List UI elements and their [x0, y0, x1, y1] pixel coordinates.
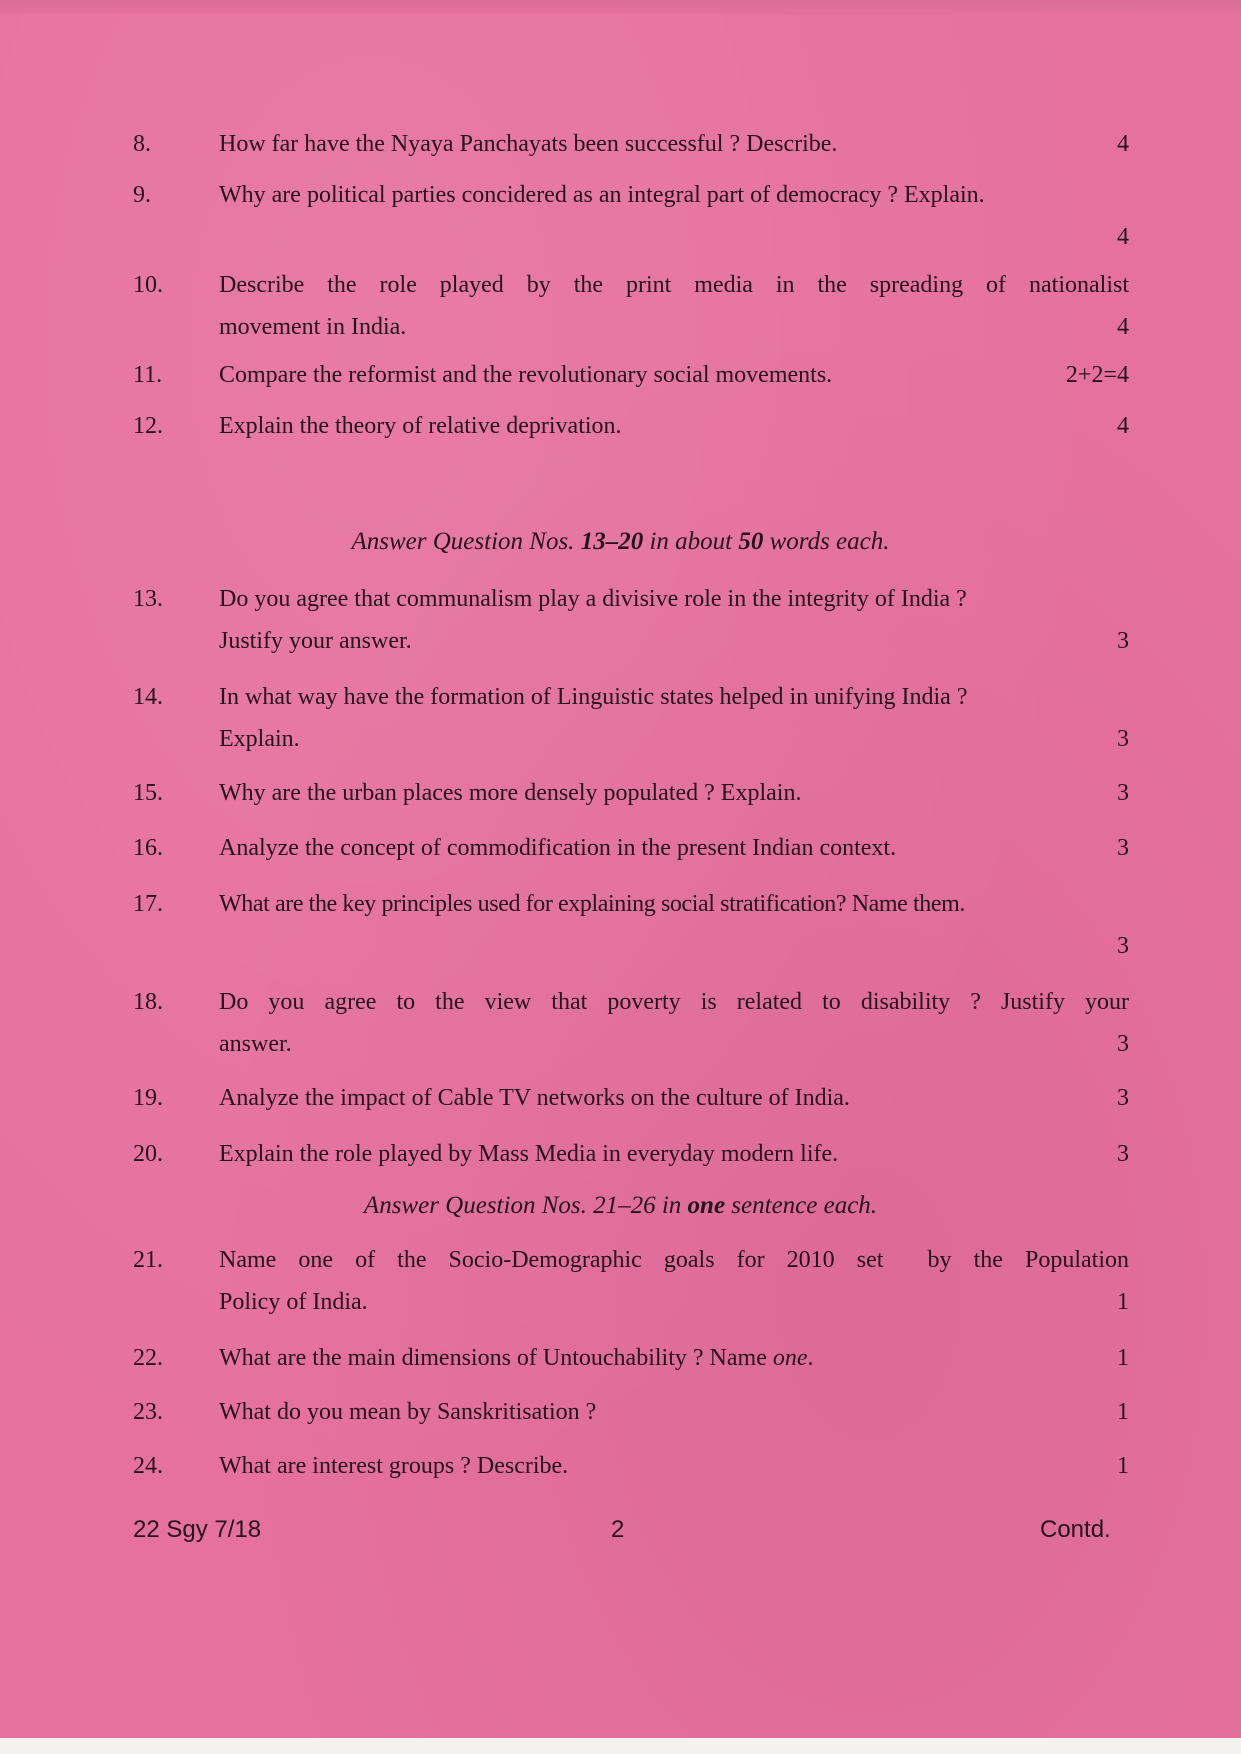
question-text-line-1: Name one of the Socio-Demographic goals for 2010 set by the Population: [219, 1247, 1129, 1273]
section-instruction-13-20: [0, 528, 1241, 556]
question-text: What are interest groups ? Describe.: [219, 1453, 569, 1479]
question-9: [133, 174, 1129, 258]
question-marks: 4: [1117, 413, 1129, 439]
instruction-text: Answer Question Nos.: [351, 528, 581, 555]
question-number: 18.: [133, 989, 163, 1015]
question-text-line-1: Do you agree that communalism play a divisive role in the integrity of India ?: [219, 586, 967, 612]
question-text-line-2: Policy of India.: [219, 1289, 368, 1315]
question-text: Why are political parties concidered as an integral part of democracy ? Explain.: [219, 182, 985, 208]
question-number: 19.: [133, 1085, 163, 1111]
question-marks: 3: [1117, 780, 1129, 806]
section-instruction-21-26: [0, 1192, 1241, 1220]
question-20: [133, 1133, 1129, 1175]
question-16: [133, 827, 1129, 869]
question-number: 23.: [133, 1399, 163, 1425]
question-19: [133, 1077, 1129, 1119]
question-text: What do you mean by Sanskritisation ?: [219, 1399, 597, 1425]
question-marks: 4: [1117, 314, 1129, 340]
question-marks: 3: [1117, 1085, 1129, 1111]
question-marks: 4: [1117, 131, 1129, 157]
question-marks: 1: [1117, 1453, 1129, 1479]
question-text-line-1: Do you agree to the view that poverty is related to disability ? Justify your: [219, 989, 1129, 1015]
question-24: [133, 1445, 1129, 1487]
question-number: 13.: [133, 586, 163, 612]
page-number: 2: [611, 1516, 625, 1543]
question-8: [133, 123, 1129, 165]
question-marks: 1: [1117, 1345, 1129, 1371]
question-marks: 3: [1117, 726, 1129, 752]
question-10: [133, 264, 1129, 348]
question-text: Analyze the impact of Cable TV networks on the culture of India.: [219, 1085, 850, 1111]
question-marks: 3: [1117, 835, 1129, 861]
question-text-line-1: Describe the role played by the print media in the spreading of nationalist: [219, 272, 1129, 298]
question-14: [133, 676, 1129, 760]
question-marks: 4: [1117, 224, 1129, 250]
question-marks: 3: [1117, 1141, 1129, 1167]
question-21: [133, 1239, 1129, 1323]
question-text-line-2: Explain.: [219, 726, 300, 752]
instruction-word-count: 50: [738, 528, 764, 555]
question-text-part: What are the main dimensions of Untouchability ? Name: [219, 1345, 773, 1371]
instruction-range: 13–20: [580, 528, 644, 555]
instruction-text: sentence each.: [725, 1192, 878, 1219]
question-text-line-2: answer.: [219, 1031, 292, 1057]
question-number: 21.: [133, 1247, 163, 1273]
question-number: 10.: [133, 272, 163, 298]
question-marks: 2+2=4: [1065, 362, 1129, 388]
question-text: What are the key principles used for explaining social stratification? Name them.: [219, 891, 965, 917]
instruction-text: words each.: [763, 528, 890, 555]
continued-label: Contd.: [1040, 1516, 1111, 1543]
question-23: [133, 1391, 1129, 1433]
question-marks: 3: [1117, 933, 1129, 959]
question-number: 12.: [133, 413, 163, 439]
instruction-text: in about: [643, 528, 739, 555]
question-text-line-2: Justify your answer.: [219, 628, 412, 654]
instruction-emphasis: one: [687, 1192, 726, 1219]
question-number: 15.: [133, 780, 163, 806]
question-text: Explain the role played by Mass Media in everyday modern life.: [219, 1141, 839, 1167]
question-18: [133, 981, 1129, 1065]
question-marks: 1: [1117, 1289, 1129, 1315]
question-number: 11.: [133, 362, 163, 388]
question-number: 16.: [133, 835, 163, 861]
question-number: 14.: [133, 684, 163, 710]
paper-code: 22 Sgy 7/18: [133, 1516, 262, 1543]
question-text-line-1: In what way have the formation of Linguistic states helped in unifying India ?: [219, 684, 968, 710]
question-13: [133, 578, 1129, 662]
question-text: Compare the reformist and the revolutionary social movements.: [219, 362, 833, 388]
page-top-edge: [0, 0, 1241, 14]
question-number: 8.: [133, 131, 151, 157]
question-text: How far have the Nyaya Panchayats been successful ? Describe.: [219, 131, 838, 157]
question-text: Analyze the concept of commodification in the present Indian context.: [219, 835, 897, 861]
question-17: [133, 883, 1129, 967]
question-number: 20.: [133, 1141, 163, 1167]
question-22: [133, 1337, 1129, 1379]
question-text: Explain the theory of relative deprivation.: [219, 413, 622, 439]
question-number: 9.: [133, 182, 151, 208]
question-text-emphasis: one: [772, 1345, 808, 1371]
question-15: [133, 772, 1129, 814]
instruction-text: Answer Question Nos. 21–26 in: [363, 1192, 688, 1219]
question-text-part: .: [807, 1345, 814, 1371]
question-number: 17.: [133, 891, 163, 917]
question-11: [133, 354, 1129, 396]
question-marks: 1: [1117, 1399, 1129, 1425]
question-number: 22.: [133, 1345, 163, 1371]
question-12: [133, 405, 1129, 447]
question-number: 24.: [133, 1453, 163, 1479]
question-text: Why are the urban places more densely populated ? Explain.: [219, 780, 802, 806]
question-marks: 3: [1117, 1031, 1129, 1057]
question-marks: 3: [1117, 628, 1129, 654]
question-text-line-2: movement in India.: [219, 314, 407, 340]
